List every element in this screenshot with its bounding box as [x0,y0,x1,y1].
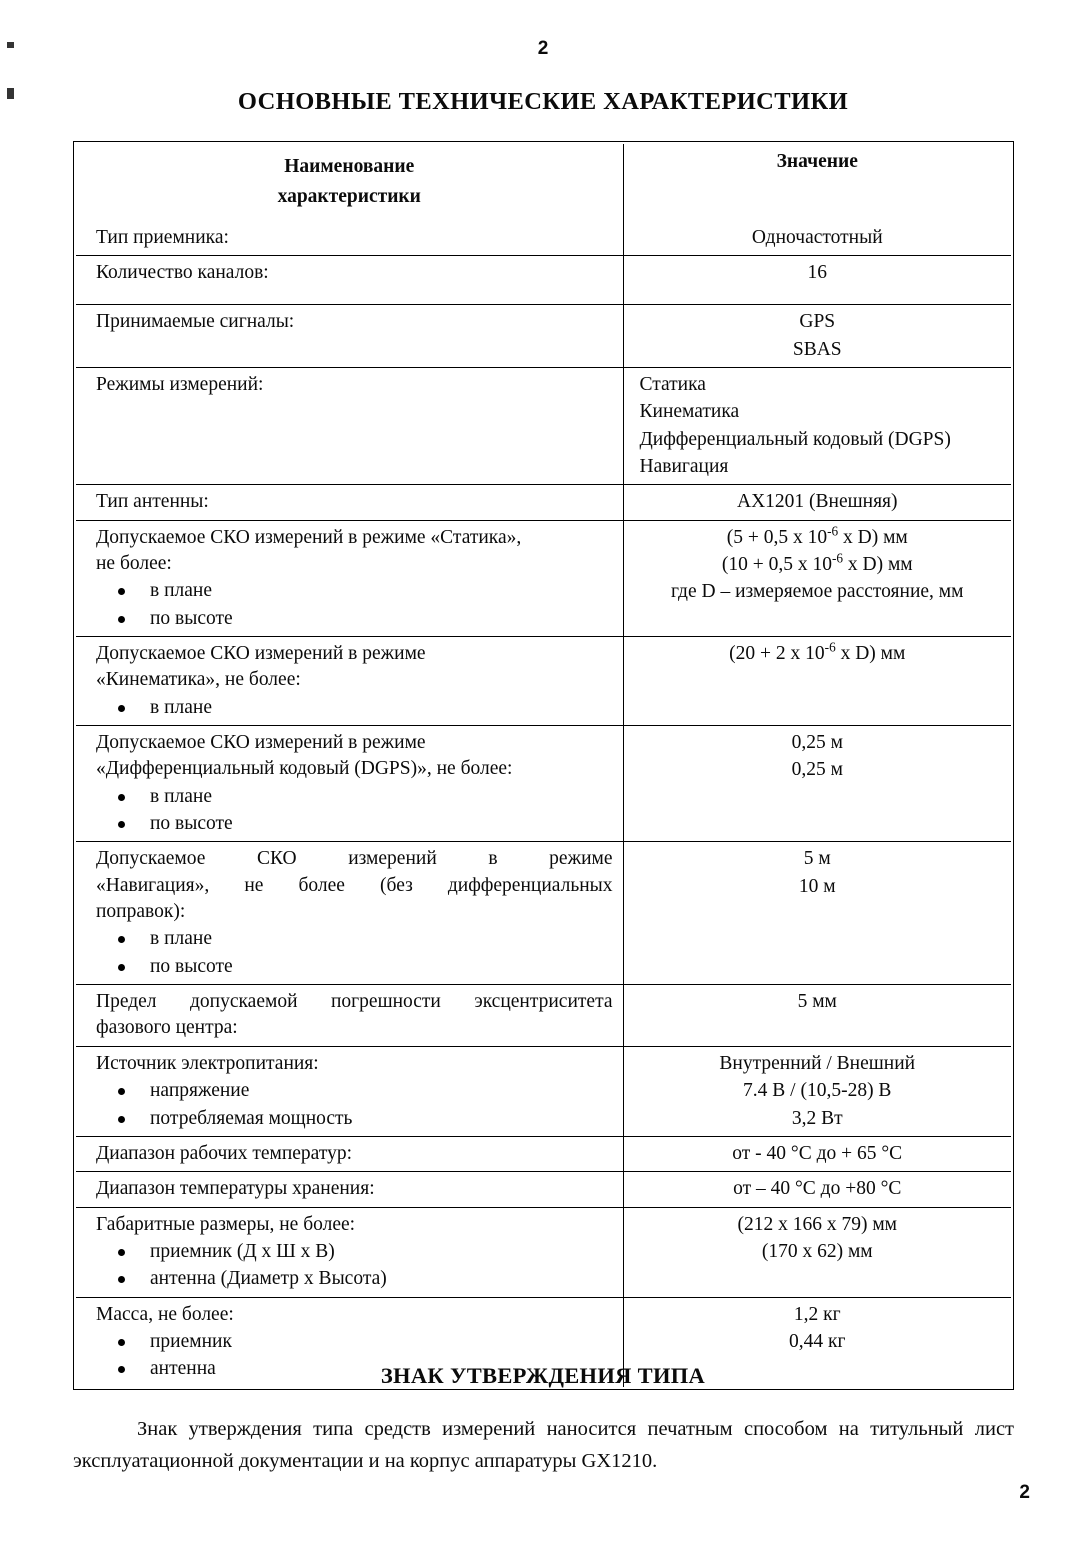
row-value-receiver-type [623,221,1011,256]
list-item: приемник (Д х Ш х В) [96,1239,615,1264]
table-row [76,1207,1011,1297]
row-value-rms-kinematic [623,637,1011,726]
section-title-approval-mark: ЗНАК УТВЕРЖДЕНИЯ ТИПА [380,1363,706,1388]
value-text: 16 [807,261,827,283]
label-line1: Допускаемое СКО измерений в режиме [96,848,613,870]
label-text: Режимы измерений: [96,373,264,395]
row-value-signals [623,305,1011,368]
label-text: Источник электропитания: [96,1052,319,1074]
specifications-table [76,144,1011,1387]
row-name-eccentricity [76,985,623,1047]
row-value-temp-operating [623,1136,1011,1171]
row-value-dimensions [623,1207,1011,1297]
label-text: Количество каналов: [96,261,269,283]
list-item: напряжение [96,1078,615,1103]
row-value-antenna-type [623,485,1011,520]
row-name-power [76,1046,623,1136]
table-row [76,1136,1011,1171]
label-line1: Допускаемое СКО измерений в режиме [96,643,426,664]
bullet-list [96,784,615,837]
value-text-receiver: 1,2 кг [793,1303,841,1325]
superscript-exponent: -6 [824,639,836,655]
label-text: Тип антенны: [96,491,209,513]
label-line3: поправок): [96,901,186,923]
label-line2: «Навигация», не более (без дифференциальных [96,874,613,896]
table-row [76,1172,1011,1207]
approval-mark-paragraph: Знак утверждения типа средств измерений наносится печатным способом на титульный лист эксплуатационной документации и на корпус аппаратуры GX1210. [73,1418,1014,1473]
header-name-line1: Наименование [284,156,415,177]
list-item: по высоте [96,811,615,836]
bullet-list [96,1078,615,1131]
bullet-list [96,1239,615,1292]
header-name-line2: характеристики [277,186,421,208]
row-value-channels [623,255,1011,304]
row-name-receiver-type [76,221,623,256]
list-item: в плане [96,784,615,809]
list-item: приемник [96,1329,615,1354]
label-text: Диапазон рабочих температур: [96,1142,353,1164]
row-name-dimensions [76,1207,623,1297]
bullet-list [96,926,615,979]
value-text-antenna: (170 х 62) мм [761,1240,873,1262]
row-value-rms-dgps [623,726,1011,842]
table-row [76,726,1011,842]
table-row [76,221,1011,256]
table-header-row [76,144,1011,221]
label-line1: Предел допускаемой погрешности эксцентриситета [96,991,613,1013]
page-number-bottom: 2 [1019,1482,1030,1503]
value-text: 5 мм [797,991,837,1013]
bullet-list [96,578,615,631]
superscript-exponent: -6 [827,523,839,539]
list-item: по высоте [96,606,615,631]
label-text: Диапазон температуры хранения: [96,1178,375,1200]
specifications-table-wrapper [73,141,1014,1390]
value-text: от – 40 °С до +80 °С [733,1178,902,1200]
label-line2: «Кинематика», не более: [96,669,301,691]
row-value-power [623,1046,1011,1136]
value-text-plan: 0,25 м [791,732,843,754]
value-text: Одночастотный [751,226,883,248]
cell-spacer [96,285,615,299]
list-item: антенна [96,1356,615,1381]
header-cell-value [623,144,1011,221]
header-cell-name [76,144,623,221]
row-name-channels [76,255,623,304]
value-text-height: 10 м [798,875,836,897]
page-title: ОСНОВНЫЕ ТЕХНИЧЕСКИЕ ХАРАКТЕРИСТИКИ [237,88,849,115]
value-text: AX1201 (Внешняя) [736,491,898,513]
table-row [76,985,1011,1047]
list-item: потребляемая мощность [96,1106,615,1131]
table-row [76,485,1011,520]
value-formula-plan: (20 + 2 x $10^{-6}$ x D) мм [729,639,906,664]
value-text-kinematic: Кинематика [639,401,740,423]
list-item: антенна (Диаметр х Высота) [96,1266,615,1291]
value-text-navigation: Навигация [639,455,729,477]
superscript-exponent: -6 [831,550,844,566]
value-text-height: 0,25 м [791,759,843,781]
value-formula-plan: (5 + 0,5 x $10^{-6}$ x D) мм [726,523,908,548]
label-text: Принимаемые сигналы: [96,311,295,333]
row-name-antenna-type [76,485,623,520]
label-line2: «Дифференциальный кодовый (DGPS)», не более: [96,758,513,780]
list-item: в плане [96,926,615,951]
row-name-rms-navigation [76,842,623,985]
list-item: по высоте [96,954,615,979]
table-row [76,367,1011,484]
row-value-rms-navigation [623,842,1011,985]
label-line2: не более: [96,552,172,574]
row-name-modes [76,367,623,484]
value-text-plan: 5 м [803,848,831,870]
value-text-dgps: Дифференциальный кодовый (DGPS) [639,428,951,450]
table-row [76,1046,1011,1136]
label-text: Габаритные размеры, не более: [96,1213,356,1235]
label-line1: Допускаемое СКО измерений в режиме [96,732,426,754]
row-name-rms-kinematic [76,637,623,726]
list-item: в плане [96,578,615,603]
table-row [76,842,1011,985]
label-text: Тип приемника: [96,226,229,248]
value-text-voltage: 7.4 В / (10,5-28) В [743,1080,892,1102]
value-text-sbas: SBAS [792,338,842,360]
row-value-modes [623,367,1011,484]
row-name-temp-operating [76,1136,623,1171]
header-value-label: Значение [776,151,858,172]
value-text-source: Внутренний / Внешний [719,1052,916,1074]
page-number-top: 2 [537,38,549,59]
bullet-list [96,695,615,720]
list-item: в плане [96,695,615,720]
label-line1: Допускаемое СКО измерений в режиме «Статика», [96,526,522,548]
table-row [76,305,1011,368]
row-value-rms-static [623,520,1011,636]
value-note-distance: где D – измеряемое расстояние, мм [671,581,964,603]
value-text: от - 40 °С до + 65 °С [732,1142,903,1164]
value-text-antenna: 0,44 кг [789,1330,846,1352]
value-text-receiver: (212 х 166 х 79) мм [737,1213,898,1235]
table-row [76,520,1011,636]
value-formula-height: (10 + 0,5 x $10^{-6}$ x D) мм [721,550,913,575]
value-text-static: Статика [639,373,706,395]
label-line2: фазового центра: [96,1017,238,1039]
row-value-temp-storage [623,1172,1011,1207]
row-value-eccentricity [623,985,1011,1047]
row-name-rms-dgps [76,726,623,842]
table-row [76,255,1011,304]
value-text-gps: GPS [799,311,836,333]
row-name-rms-static [76,520,623,636]
row-name-temp-storage [76,1172,623,1207]
label-text: Масса, не более: [96,1303,234,1325]
table-row [76,637,1011,726]
value-text-consumption: 3,2 Вт [791,1107,843,1129]
row-name-signals [76,305,623,368]
